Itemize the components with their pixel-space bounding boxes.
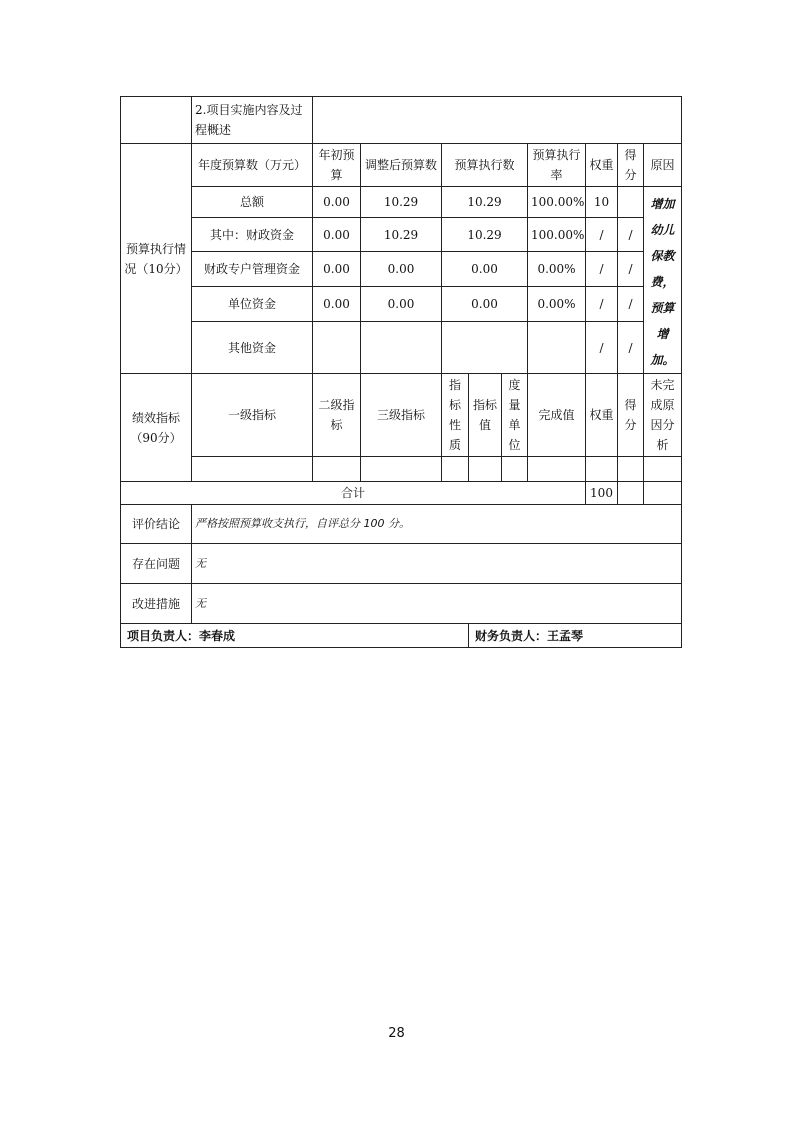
- budget-executed: [442, 322, 528, 374]
- budget-initial: 0.00: [313, 218, 361, 252]
- overview-label: 2.项目实施内容及过程概述: [192, 97, 313, 144]
- header-weight: 权重: [586, 374, 618, 457]
- header-indicator-value: 指标值: [469, 374, 502, 457]
- total-label: 合计: [121, 482, 586, 505]
- header-unit: 度量单位: [502, 374, 528, 457]
- finance-lead: 财务负责人：王孟琴: [469, 624, 682, 648]
- budget-executed: 10.29: [442, 218, 528, 252]
- problems-value: 无: [192, 544, 682, 584]
- performance-empty-row: [121, 457, 682, 482]
- budget-weight: /: [586, 322, 618, 374]
- header-weight: 权重: [586, 144, 618, 187]
- budget-name: 其中：财政资金: [192, 218, 313, 252]
- header-executed: 预算执行数: [442, 144, 528, 187]
- budget-adjusted: 10.29: [361, 218, 442, 252]
- measures-value: 无: [192, 584, 682, 624]
- measures-row: [121, 584, 682, 624]
- budget-score: [618, 187, 644, 218]
- header-adjusted-budget: 调整后预算数: [361, 144, 442, 187]
- page-number: 28: [388, 1026, 405, 1041]
- budget-score: /: [618, 286, 644, 321]
- overview-value: [313, 97, 682, 144]
- budget-name: 总额: [192, 187, 313, 218]
- problems-label: 存在问题: [121, 544, 192, 584]
- performance-section-label: 绩效指标（90分）: [121, 374, 192, 482]
- footer-row: [121, 624, 682, 648]
- header-level2: 二级指标: [313, 374, 361, 457]
- problems-row: [121, 544, 682, 584]
- budget-row: [121, 286, 682, 321]
- budget-name: 财政专户管理资金: [192, 251, 313, 286]
- budget-score: /: [618, 251, 644, 286]
- header-level3: 三级指标: [361, 374, 442, 457]
- budget-initial: 0.00: [313, 286, 361, 321]
- performance-header-row: [121, 374, 682, 457]
- budget-row: [121, 218, 682, 252]
- budget-adjusted: 0.00: [361, 286, 442, 321]
- budget-row: [121, 322, 682, 374]
- budget-executed: 10.29: [442, 187, 528, 218]
- project-lead: 项目负责人：李春成: [121, 624, 469, 648]
- budget-rate: [528, 322, 586, 374]
- budget-initial: [313, 322, 361, 374]
- budget-adjusted: 10.29: [361, 187, 442, 218]
- budget-initial: 0.00: [313, 251, 361, 286]
- budget-weight: /: [586, 286, 618, 321]
- budget-reason: 增加幼儿保教费，预算增加。: [644, 187, 682, 374]
- budget-section-label: 预算执行情况（10分）: [121, 144, 192, 374]
- header-level1: 一级指标: [192, 374, 313, 457]
- performance-self-evaluation-table: [120, 96, 682, 648]
- budget-header-row: [121, 144, 682, 187]
- budget-name: 单位资金: [192, 286, 313, 321]
- budget-row: [121, 251, 682, 286]
- conclusion-row: [121, 505, 682, 544]
- header-score: 得分: [618, 144, 644, 187]
- budget-rate: 100.00%: [528, 187, 586, 218]
- budget-score: /: [618, 218, 644, 252]
- budget-executed: 0.00: [442, 286, 528, 321]
- budget-adjusted: 0.00: [361, 251, 442, 286]
- header-initial-budget: 年初预算: [313, 144, 361, 187]
- header-unfinished-reason: 未完成原因分析: [644, 374, 682, 457]
- header-rate: 预算执行率: [528, 144, 586, 187]
- budget-name: 其他资金: [192, 322, 313, 374]
- header-nature: 指标性质: [442, 374, 469, 457]
- measures-label: 改进措施: [121, 584, 192, 624]
- budget-weight: 10: [586, 187, 618, 218]
- conclusion-value: 严格按照预算收支执行，自评总分 100 分。: [192, 505, 682, 544]
- header-reason: 原因: [644, 144, 682, 187]
- overview-row: [121, 97, 682, 144]
- total-row: [121, 482, 682, 505]
- budget-row: [121, 187, 682, 218]
- budget-score: /: [618, 322, 644, 374]
- budget-initial: 0.00: [313, 187, 361, 218]
- budget-executed: 0.00: [442, 251, 528, 286]
- total-weight: 100: [586, 482, 618, 505]
- conclusion-label: 评价结论: [121, 505, 192, 544]
- header-score: 得分: [618, 374, 644, 457]
- budget-adjusted: [361, 322, 442, 374]
- header-completed: 完成值: [528, 374, 586, 457]
- budget-rate: 100.00%: [528, 218, 586, 252]
- budget-weight: /: [586, 251, 618, 286]
- header-annual-budget: 年度预算数（万元）: [192, 144, 313, 187]
- budget-rate: 0.00%: [528, 286, 586, 321]
- budget-rate: 0.00%: [528, 251, 586, 286]
- budget-weight: /: [586, 218, 618, 252]
